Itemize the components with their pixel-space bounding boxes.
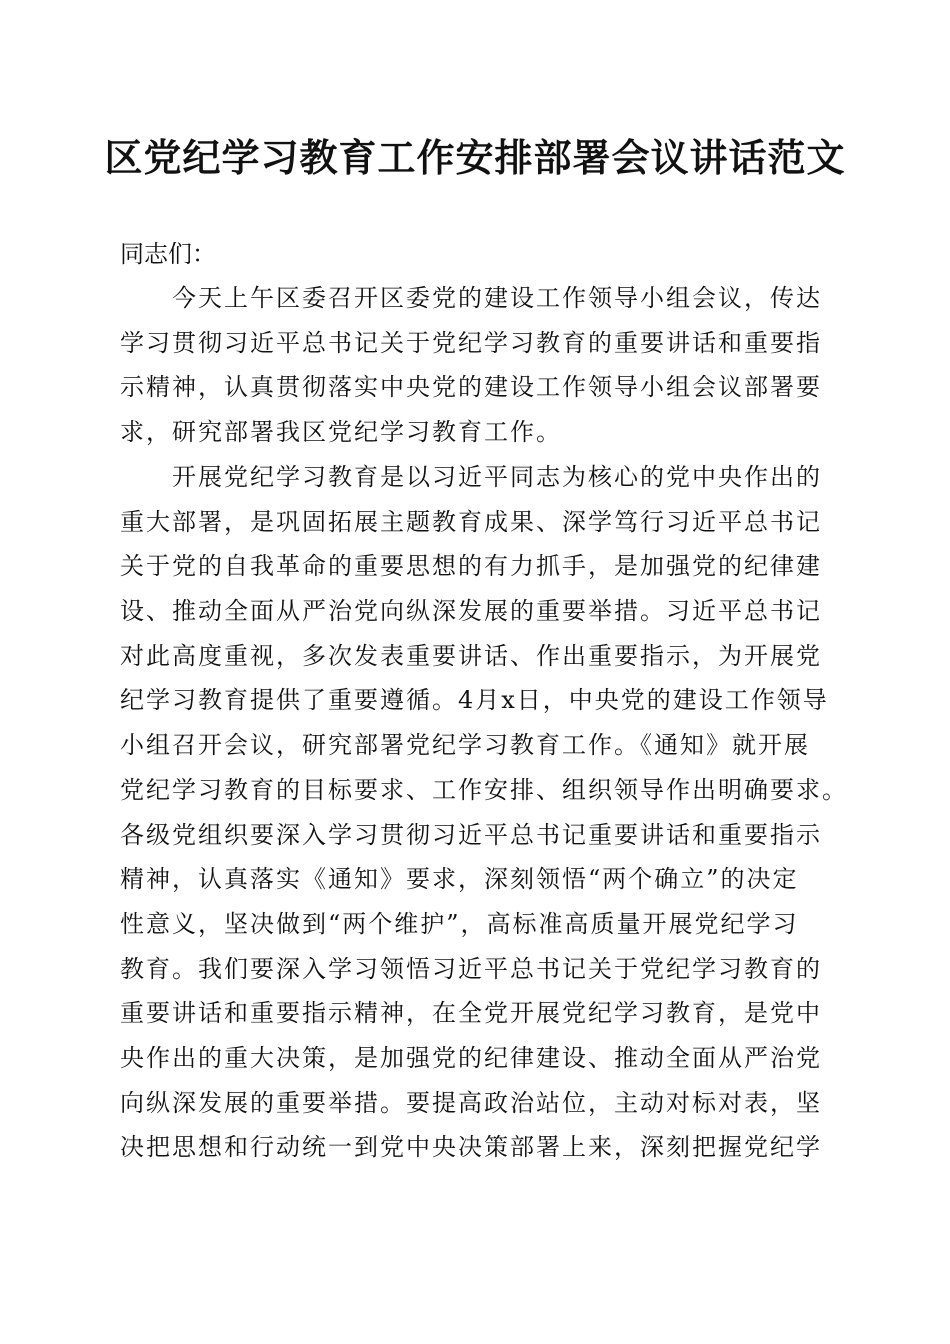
paragraph-line: 党纪学习教育的目标要求、工作安排、组织领导作出明确要求。: [120, 775, 848, 804]
paragraph-2: [120, 455, 848, 1170]
paragraph-line: 重大部署，是巩固拓展主题教育成果、深学笃行习近平总书记: [120, 507, 822, 536]
paragraph-line: 教育。我们要深入学习领悟习近平总书记关于党纪学习教育的: [120, 954, 822, 983]
paragraph-line: 小组召开会议，研究部署党纪学习教育工作。《通知》就开展: [120, 731, 810, 760]
paragraph-line: 各级党组织要深入学习贯彻习近平总书记重要讲话和重要指示: [120, 820, 822, 849]
salutation: 同志们：: [120, 240, 216, 268]
document-title: 区党纪学习教育工作安排部署会议讲话范文: [104, 135, 846, 180]
paragraph-line: 关于党的自我革命的重要思想的有力抓手，是加强党的纪律建: [120, 552, 822, 581]
paragraph-line: 精神，认真落实《通知》要求，深刻领悟“两个确立”的决定: [120, 865, 799, 894]
paragraph-line: 学习贯彻习近平总书记关于党纪学习教育的重要讲话和重要指: [120, 328, 822, 357]
paragraph-line: 纪学习教育提供了重要遵循。4月x日，中央党的建设工作领导: [120, 686, 829, 715]
paragraph-line: 性意义，坚决做到“两个维护”，高标准高质量开展党纪学习: [120, 909, 799, 938]
paragraph-line: 对此高度重视，多次发表重要讲话、作出重要指示，为开展党: [120, 641, 822, 670]
paragraph-1: [120, 276, 832, 455]
paragraph-line: 今天上午区委召开区委党的建设工作领导小组会议，传达: [172, 284, 822, 312]
paragraph-line: 决把思想和行动统一到党中央决策部署上来，深刻把握党纪学: [120, 1133, 822, 1162]
paragraph-line: 重要讲话和重要指示精神，在全党开展党纪学习教育，是党中: [120, 999, 822, 1028]
paragraph-line: 求，研究部署我区党纪学习教育工作。: [120, 418, 562, 447]
paragraph-line: 设、推动全面从严治党向纵深发展的重要举措。习近平总书记: [120, 597, 822, 626]
paragraph-line: 向纵深发展的重要举措。要提高政治站位，主动对标对表，坚: [120, 1088, 822, 1117]
paragraph-line: 示精神，认真贯彻落实中央党的建设工作领导小组会议部署要: [120, 373, 822, 402]
paragraph-line: 开展党纪学习教育是以习近平同志为核心的党中央作出的: [172, 463, 822, 491]
paragraph-line: 央作出的重大决策，是加强党的纪律建设、推动全面从严治党: [120, 1043, 822, 1072]
